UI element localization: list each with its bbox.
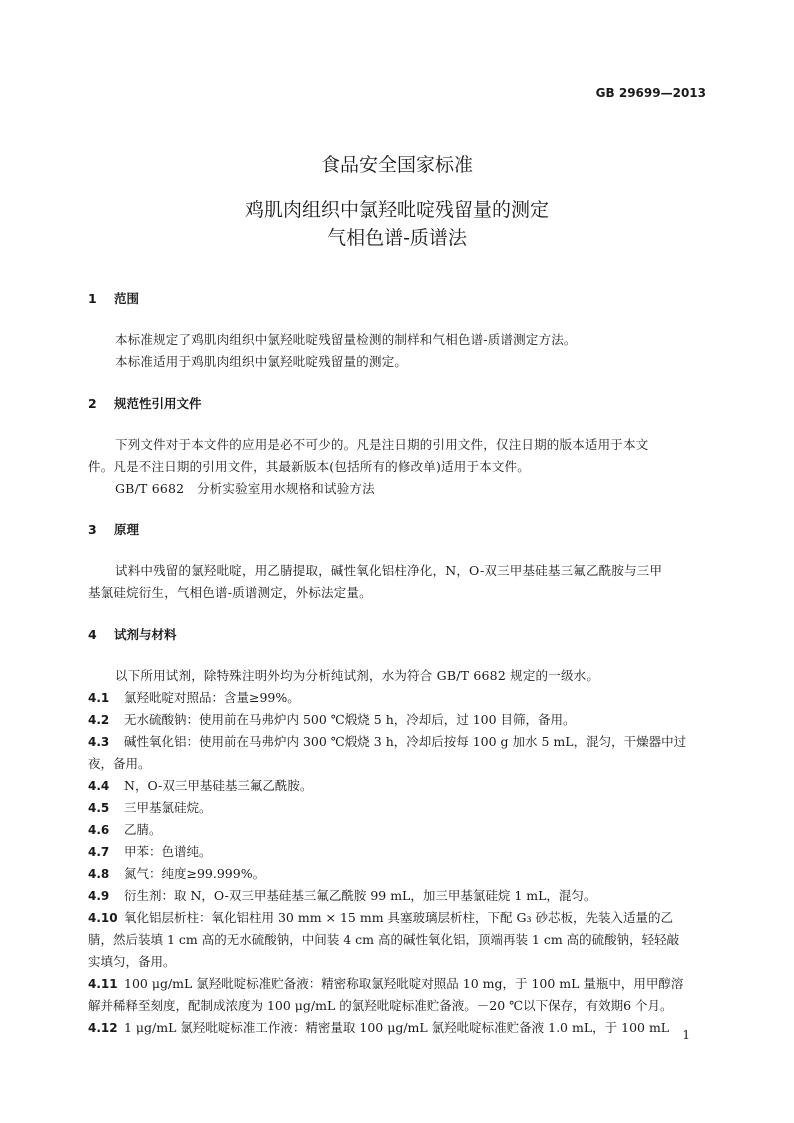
- list-item: [88, 688, 300, 706]
- list-item: [88, 864, 265, 882]
- item-text: 碱性氧化铝：使用前在马弗炉内 300 ℃煅烧 3 h，冷却后按每 100 g 加水 5 mL，混匀，干燥器中过: [124, 734, 687, 749]
- section-1-paragraph-1: 本标准规定了鸡肌肉组织中氯羟吡啶残留量检测的制样和气相色谱-质谱测定方法。: [115, 332, 577, 347]
- section-title: 规范性引用文件: [114, 396, 202, 411]
- doc-title-main: 食品安全国家标准: [320, 154, 473, 176]
- item-continuation: 腈，然后装填 1 cm 高的无水硫酸钠，中间装 4 cm 高的碱性氧化铝，顶端再装 1 cm 高的硫酸钠，轻轻敲: [88, 932, 680, 947]
- item-number: 4.8: [88, 867, 110, 881]
- section-3-paragraph-line-2: 基氯硅烷衍生，气相色谱-质谱测定，外标法定量。: [88, 585, 372, 600]
- page-number: 1: [682, 1028, 690, 1042]
- list-item: [88, 842, 212, 860]
- item-number: 4.1: [88, 691, 110, 705]
- list-item: [88, 710, 576, 728]
- list-item: [88, 886, 596, 904]
- list-item: [88, 1018, 669, 1036]
- section-4-intro: 以下所用试剂，除特殊注明外均为分析纯试剂，水为符合 GB/T 6682 规定的一级水。: [115, 668, 600, 683]
- section-4-heading: [88, 625, 177, 643]
- item-number: 4.12: [88, 1021, 118, 1035]
- section-title: 原理: [114, 522, 140, 537]
- list-item: [88, 732, 686, 750]
- item-text: 氮气：纯度≥99.999%。: [124, 866, 266, 881]
- item-text: 三甲基氯硅烷。: [124, 800, 212, 815]
- list-item: [88, 820, 162, 838]
- item-text: 氯羟吡啶对照品：含量≥99%。: [124, 690, 300, 705]
- section-2-paragraph-1-line-2: 件。凡是不注日期的引用文件，其最新版本(包括所有的修改单)适用于本文件。: [88, 459, 530, 474]
- section-2-reference: GB/T 6682 分析实验室用水规格和试验方法: [115, 481, 375, 496]
- section-1-heading: [88, 289, 139, 307]
- item-number: 4.2: [88, 713, 110, 727]
- section-2-paragraph-1-line-1: 下列文件对于本文件的应用是必不可少的。凡是注日期的引用文件，仅注日期的版本适用于本文: [115, 437, 649, 452]
- item-number: 4.7: [88, 845, 110, 859]
- section-number: 1: [88, 291, 97, 306]
- item-number: 4.5: [88, 801, 110, 815]
- item-number: 4.11: [88, 977, 118, 991]
- item-continuation: 夜，备用。: [88, 756, 151, 771]
- list-item: [88, 776, 312, 794]
- section-title: 范围: [114, 291, 140, 306]
- section-3-heading: [88, 520, 139, 538]
- list-item: [88, 974, 683, 992]
- item-text: 衍生剂：取 N，O-双三甲基硅基三氟乙酰胺 99 mL，加三甲基氯硅烷 1 mL，混匀。: [124, 888, 597, 903]
- section-number: 4: [88, 627, 97, 642]
- item-text: 1 μg/mL 氯羟吡啶标准工作液：精密量取 100 μg/mL 氯羟吡啶标准贮备液 1.0 mL，于 100 mL: [124, 1020, 670, 1035]
- item-continuation: 解并稀释至刻度，配制成浓度为 100 μg/mL 的氯羟吡啶标准贮备液。－20 ℃以下保存，有效期6 个月。: [88, 998, 673, 1013]
- standard-number: GB 29699—2013: [595, 86, 706, 100]
- section-number: 3: [88, 522, 97, 537]
- item-text: 氧化铝层析柱：氧化铝柱用 30 mm × 15 mm 具塞玻璃层析柱，下配 G₃ 砂芯板，先装入适量的乙: [124, 910, 673, 925]
- item-text: 乙腈。: [124, 822, 162, 837]
- doc-title-subject: 鸡肌肉组织中氯羟吡啶残留量的测定: [244, 199, 549, 221]
- item-number: 4.9: [88, 889, 110, 903]
- item-number: 4.3: [88, 735, 110, 749]
- section-2-heading: [88, 394, 202, 412]
- list-item: [88, 798, 212, 816]
- item-number: 4.4: [88, 779, 110, 793]
- section-3-paragraph-line-1: 试料中残留的氯羟吡啶，用乙腈提取，碱性氧化铝柱净化，N，O-双三甲基硅基三氟乙酰胺与三甲: [115, 563, 663, 578]
- section-title: 试剂与材料: [114, 627, 177, 642]
- item-text: 100 μg/mL 氯羟吡啶标准贮备液：精密称取氯羟吡啶对照品 10 mg，于 100 mL 量瓶中，用甲醇溶: [124, 976, 684, 991]
- item-number: 4.6: [88, 823, 110, 837]
- section-number: 2: [88, 396, 97, 411]
- item-text: 甲苯：色谱纯。: [124, 844, 212, 859]
- list-item: [88, 908, 673, 926]
- item-continuation: 实填匀，备用。: [88, 954, 176, 969]
- item-text: N，O-双三甲基硅基三氟乙酰胺。: [124, 778, 313, 793]
- section-1-paragraph-2: 本标准适用于鸡肌肉组织中氯羟吡啶残留量的测定。: [115, 354, 408, 369]
- doc-title-method: 气相色谱-质谱法: [327, 227, 467, 249]
- item-text: 无水硫酸钠：使用前在马弗炉内 500 ℃煅烧 5 h，冷却后，过 100 目筛，备用。: [124, 712, 576, 727]
- item-number: 4.10: [88, 911, 118, 925]
